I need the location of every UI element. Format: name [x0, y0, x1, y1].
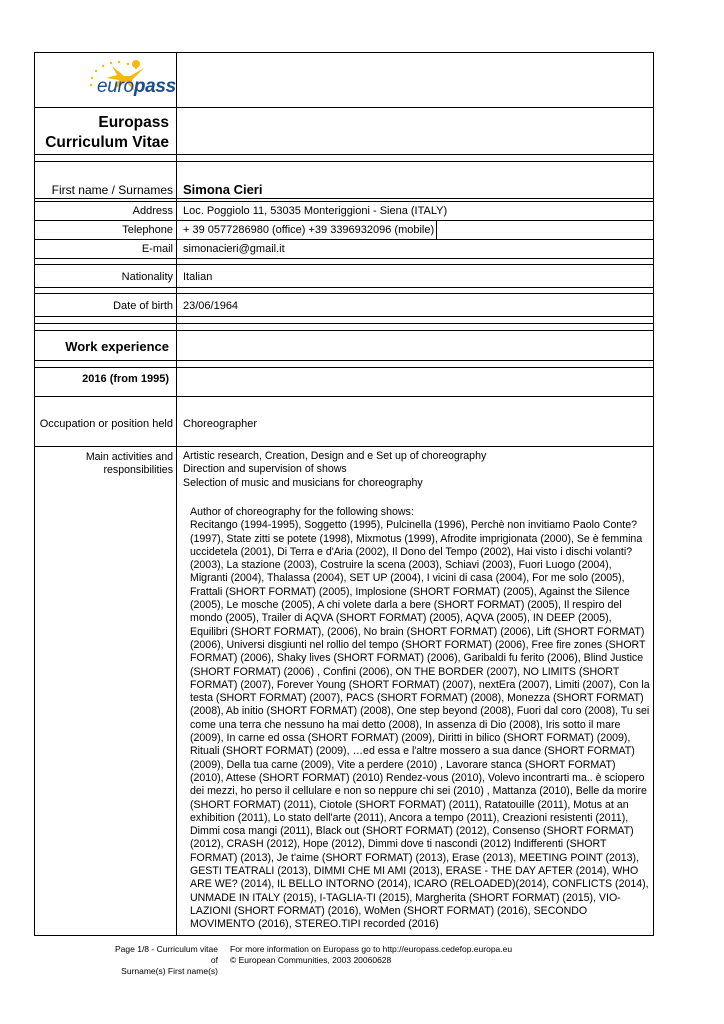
title-line-1: Europass — [98, 114, 169, 131]
activities-list — [183, 450, 653, 490]
telephone-value: + 39 0577286980 (office) +39 3396932096 (mobile) — [183, 224, 435, 236]
rule — [34, 367, 654, 368]
rule — [34, 258, 654, 259]
dob-value: 23/06/1964 — [183, 300, 239, 312]
rule — [34, 323, 654, 324]
activity-item: Artistic research, Creation, Design and e Set up of choreography — [183, 450, 487, 462]
email-label: E-mail — [141, 243, 173, 255]
activities-label — [86, 451, 173, 478]
shows-list: Recitango (1994-1995), Soggetto (1995), Pulcinella (1996), Perchè non invitiamo Paolo Conte? (1997), State zitti se potete (1998), Mixmotus (1999), Afrodite imprigionata (2000), Se è femmina uccidetela (2001), Di Terra e d'Aria (2002), Il Dono del Tempo (2002), Hai visto i dischi volanti? (2003), La stazione (2003), Costruire la scena (2003), Schiavi (2003), Fuori Luogo (2004), Migranti (2004), Thalassa (2004), SET UP (2004), I vicini di casa (2004), For me solo (2005), Frattali (SHORT FORMAT) (2005), Implosione (SHORT FORMAT) (2005), Against the Silence (2005), Le mosche (2005), A chi volete darla a bere (SHORT FORMAT) (2005), Il respiro del mondo (2005), Trailer di AQVA (SHORT FORMAT) (2005), AQVA (2005), IN DEEP (2005), Equilibri (SHORT FORMAT), (2006), No brain (SHORT FORMAT) (2006), Lift (SHORT FORMAT) (2006), Universi disgiunti nel rollio del tempo (SHORT FORMAT) (2006), Free fire zones (SHORT FORMAT) (2006), Shaky lives (SHORT FORMAT) (2006), Garibaldi fu ferito (2006), Blind Justice (SHORT FORMAT) (2006) , Confini (2006), ON THE BORDER (2007), NO LIMITS (SHORT FORMAT) (2007), Forever Young (SHORT FORMAT) (2007), nextEra (2007), Limiti (2007), Con la testa (SHORT FORMAT) (2007), PACS (SHORT FORMAT) (2008), Monezza (SHORT FORMAT) (2008), Ab initio (SHORT FORMAT) (2008), One step beyond (2008), Fuori dal coro (2008), Tu sei come una terra che nessuno ha mai detto (2008), In assenza di Dio (2008), Iris sotto il mare (2009), In carne ed ossa (SHORT FORMAT) (2009), Diritti in bilico (SHORT FORMAT) (2009), Rituali (SHORT FORMAT) (2009), …ed essa e l'altre mossero a sua dance (SHORT FORMAT) (2009), Della tua carne (2009), Vite a perdere (2010) , Lavorare stanca (SHORT FORMAT) (2010), Attese (SHORT FORMAT) (2010) Rendez-vous (2010), Volevo incontrarti ma.. è sciopero dei mezzi, ho perso il cellulare e non so neppure chi sei (2010) , Mattanza (2010), Belle da morire (SHORT FORMAT) (2011), Ciotole (SHORT FORMAT) (2011), Ratatouille (2011), Motus at an exhibition (2011), Lo stato dell'arte (2011), Ancora a tempo (2011), Creazioni resistenti (2011), Dimmi cosa mangi (2011), Black out (SHORT FORMAT) (2012), Consenso (SHORT FORMAT) (2012), CRASH (2012), Hope (2012), Dimmi dove ti nascondi (2012) Indifferenti (SHORT FORMAT) (2013), Je t'aime (SHORT FORMAT) (2013), Erase (2013), MEETING POINT (2013), GESTI TEATRALI (2013), DIMMI CHE MI AMI (2013), ERASE - THE DAY AFTER (2014), WHO ARE WE? (2014), IL BELLO INTORNO (2014), ICARO (RELOADED)(2014), CONFLICTS (2014), UNMADE IN ITALY (2015), I-TAGLIA-TI (2015), Margherita (SHORT FORMAT) (2015), VIO-LAZIONI (SHORT FORMAT) (2016), WoMen (SHORT FORMAT) (2016), SECONDO MOVIMENTO (2016), STEREO.TIPI recorded (2016) — [190, 519, 650, 931]
rule — [34, 287, 654, 288]
rule — [34, 107, 654, 108]
nationality-value: Italian — [183, 271, 213, 283]
europass-wordmark: europass — [97, 76, 176, 97]
footer-right-line: © European Communities, 2003 20060628 — [230, 955, 392, 965]
rule — [34, 198, 654, 199]
footer-left-line: Surname(s) First name(s) — [121, 966, 218, 976]
column-divider — [176, 52, 177, 936]
activities-label-line: Main activities and — [85, 451, 173, 463]
address-value: Loc. Poggiolo 11, 53035 Monteriggioni - Siena (ITALY) — [183, 205, 448, 217]
dob-label: Date of birth — [113, 300, 173, 312]
rule — [34, 396, 654, 397]
activities-label-line: responsibilities — [103, 464, 173, 477]
rule — [34, 239, 654, 240]
telephone-label: Telephone — [122, 224, 173, 236]
nationality-label: Nationality — [121, 271, 173, 283]
rule — [34, 201, 654, 202]
rule — [34, 154, 654, 155]
shows-block — [190, 506, 652, 932]
person-name: Simona Cieri — [183, 182, 263, 197]
title-line-2: Curriculum Vitae — [45, 134, 169, 151]
rule — [34, 330, 654, 331]
footer-left-line: Page 1/8 - Curriculum vitae of — [115, 944, 218, 965]
section-title-work-experience: Work experience — [65, 339, 169, 354]
cv-title — [45, 113, 169, 153]
work-dates: 2016 (from 1995) — [82, 373, 169, 385]
occupation-value: Choreographer — [183, 418, 257, 430]
rule — [34, 161, 654, 162]
rule — [34, 220, 654, 221]
address-label: Address — [132, 205, 173, 217]
name-label: First name / Surnames — [51, 183, 173, 197]
rule — [34, 360, 654, 361]
footer-right-line: For more information on Europass go to http://europass.cedefop.europa.eu — [230, 944, 513, 954]
activity-item: Selection of music and musicians for choreography — [183, 476, 423, 489]
rule — [34, 446, 654, 447]
activity-item: Direction and supervision of shows — [183, 463, 347, 476]
rule — [436, 220, 437, 239]
footer-page-info — [110, 944, 218, 977]
rule — [34, 316, 654, 317]
email-value[interactable]: simonacieri@gmail.it — [183, 243, 285, 255]
footer-europass-info — [230, 944, 512, 966]
occupation-label: Occupation or position held — [39, 418, 173, 430]
rule — [34, 264, 654, 265]
shows-intro: Author of choreography for the following shows: — [190, 506, 414, 518]
rule — [34, 293, 654, 294]
